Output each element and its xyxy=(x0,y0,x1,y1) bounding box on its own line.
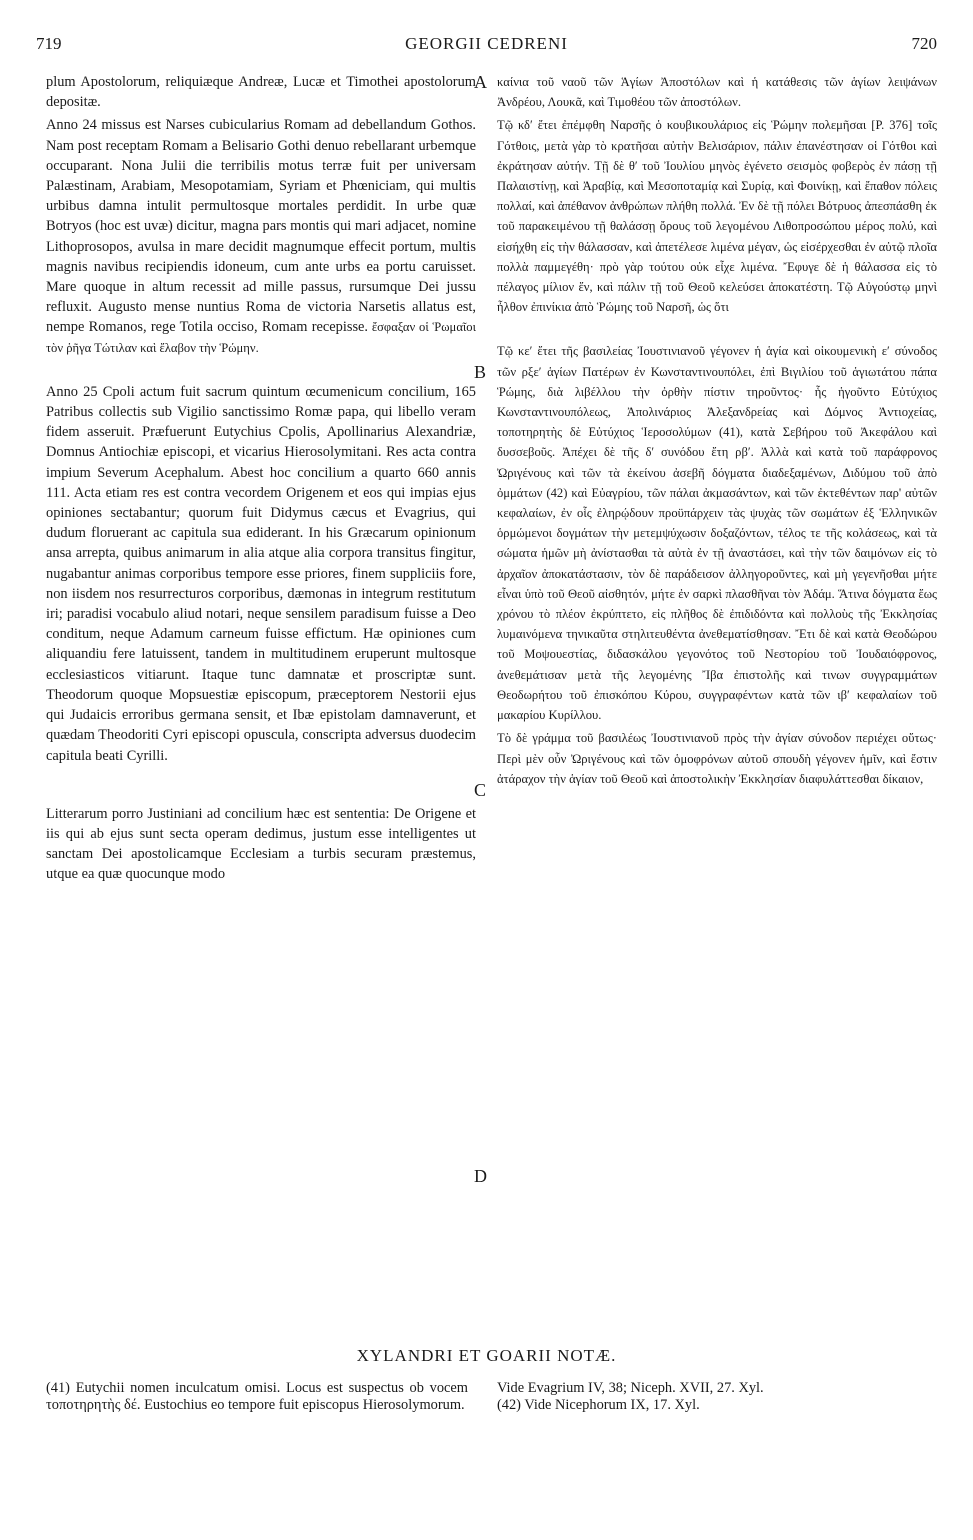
greek-paragraph: Τῷ κδʹ ἔτει ἐπέμφθη Ναρσῆς ὁ κουβικουλάριος εἰς Ῥώμην πολεμῆσαι [P. 376] τοῖς Γότθοις, μετὰ γὰρ τὸ κρατῆσαι αὐτὴν Βελισάριον, πάλιν ἐπανέστησαν οἱ Γότθοι καὶ ἐκράτησαν αὐτήν. Τῇ δὲ θʹ τοῦ Ἰουλίου μηνὸς ἐγένετο σεισμὸς φοβερὸς ἐν πάσῃ τῇ Παλαιστίνῃ, καὶ Ἀραβίᾳ, καὶ Μεσοποταμίᾳ καὶ Συρίᾳ, καὶ Φοινίκῃ, καὶ ἔπαθον πόλεις πολλαί, καὶ ἀπέθανον ἀνθρώπων πλήθη πολλά. Ἐν δὲ τῇ πόλει Βότρυος ἀπεσπάσθη ἐκ τοῦ παρακειμένου τῇ θαλάσσῃ ὄρους τοῦ λεγομένου Λιθοπροσώπου μέρος πολύ, καὶ εἰσήχθη εἰς τὴν θάλασσαν, καὶ ἀπετέλεσε λιμένα μέγαν, ὡς εἰσέρχεσθαι ἐν αὐτῷ πλοῖα πολλὰ παμμεγέθη· πρὸ γὰρ τούτου οὐκ εἶχε λιμένα. Ἔφυγε δὲ ἡ θάλασσα εἰς τὸ πέλαγος μίλιον ἕν, καὶ πάλιν τῇ τοῦ Θεοῦ κελεύσει ἀποκατέστη. Τῷ Αὐγούστῳ μηνὶ ἦλθον ἐπινίκια ἀπὸ Ῥώμης τοῦ Ναρσῆ, ὡς ὅτι xyxy=(497,118,937,315)
margin-marker-a: A xyxy=(474,72,487,92)
latin-column xyxy=(46,72,476,885)
notes-right-column xyxy=(497,1380,937,1414)
greek-paragraph: Τῷ κεʹ ἔτει τῆς βασιλείας Ἰουστινιανοῦ γέγονεν ἡ ἁγία καὶ οἰκουμενικὴ εʹ σύνοδος τῶν ρξεʹ ἁγίων Πατέρων ἐν Κωνσταντινουπόλει, ἐπὶ Βιγιλίου τοῦ ἁγιωτάτου πάπα Ῥώμης, διὰ λιβέλλου τὴν ὀρθὴν πίστιν τηροῦντος· ἧς ἡγοῦντο Εὐτύχιος Κωνσταντινουπόλεως, Ἀπολινάριος Ἀλεξανδρείας καὶ Δόμνος Ἀντιοχείας, τοποτηρητὴς δὲ Εὐτύχιος Ἱεροσολύμων (41), κατὰ Σεβήρου τοῦ Ἀκεφάλου καὶ δυσσεβοῦς. Ἀπέχει δὲ τῆς δʹ συνόδου ἔτη ρβʹ. Ἀλλὰ καὶ κατὰ τοῦ παράφρονος Ὠριγένους καὶ τῶν τὰ ἐκείνου ἀσεβῆ δόγματα διαδεξαμένων, Διδύμου τοῦ ἀπὸ ὀμμάτων (42) καὶ Εὐαγρίου, τῶν πάλαι ἀκμασάντων, καὶ τῶν ἐκτεθέντων παρ' αὐτῶν κεφαλαίων, ἐν οἷς ἐληρῴδουν προϋπάρχειν τὰς ψυχὰς τῶν σωμάτων ἐξ Ἑλληνικῶν ὁρμώμενοι δογμάτων τὴν μετεμψύχωσιν δοξαζόντων, τέλος τε τῆς κολάσεως, καὶ τὰ σώματα ἡμῶν μὴ ἀνίστασθαι τὰ αὐτὰ ἐν τῇ ἀναστάσει, καὶ τὴν τῶν δαιμόνων εἰς τὸ ἀρχαῖον ἀποκατάστασιν, τὸν δὲ παράδεισον ἀλληγοροῦντες, καὶ μὴ γεγενῆσθαι μήτε εἶναι ὑπὸ τοῦ Θεοῦ αἰσθητόν, μήτε ἐν σαρκὶ πλασθῆναι τὸν Ἀδάμ. Ἅτινα δόγματα ἕως χρόνου τὸ πλέον ἐκρύπτετο, εἰς πλῆθος δὲ ἐπιδιδόντα καὶ πολλοὺς τῆς Ἐκκλησίας λυμαινόμενα τηνικαῦτα στηλιτευθέντα ἀνεθεματίσθησαν. Ἔτι δὲ καὶ κατὰ Θεοδώρου τοῦ Μοψουεστίας, διδασκάλου γεγονότος τοῦ Νεστορίου τοῦ Ἰουδαιόφρονος, ἀνεθεμάτισαν μετὰ τῆς λεγομένης Ἴβα ἐπιστολῆς καὶ τινων συγγραμμάτων Θεοδωρήτου τοῦ ἐπισκόπου Κύρου, συγγραφέντων κατὰ τῶν ιβʹ κεφαλαίων τοῦ μακαρίου Κυρίλλου. xyxy=(497,344,937,723)
notes-left-column xyxy=(46,1380,468,1414)
greek-column xyxy=(497,72,937,789)
latin-paragraph: plum Apostolorum, reliquiæque Andreæ, Lucæ et Timothei apostolorum depositæ. xyxy=(46,74,476,111)
footnote-42: (42) Vide Nicephorum IX, 17. Xyl. xyxy=(497,1397,700,1413)
greek-paragraph: Τὸ δὲ γράμμα τοῦ βασιλέως Ἰουστινιανοῦ πρὸς τὴν ἁγίαν σύνοδον περιέχει οὕτως· Περὶ μὲν οὖν Ὠριγένους καὶ τῶν ὁμοφρόνων αὐτοῦ σπουδὴ γέγονεν ἡμῖν, καὶ ἔστιν ἀτάραχον τὴν ἁγίαν τοῦ Θεοῦ καὶ ἀποστολικὴν Ἐκκλησίαν διαφυλάττεσθαι δίκαιον, xyxy=(497,731,937,786)
greek-paragraph: καίνια τοῦ ναοῦ τῶν Ἁγίων Ἀποστόλων καὶ ἡ κατάθεσις τῶν ἁγίων λειψάνων Ἀνδρέου, Λουκᾶ, καὶ Τιμοθέου τῶν ἀποστόλων. xyxy=(497,75,937,110)
page-header xyxy=(36,34,937,64)
latin-paragraph: Litterarum porro Justiniani ad concilium hæc est sententia: De Origene et iis qui ab ejus sunt secta operam dedimus, justum esse intelligentes ut sanctam Dei apostolicamque Ecclesiam a turbis securam præstemus, utque ea quæ quocunque modo xyxy=(46,805,476,883)
footnote-41: (41) Eutychii nomen inculcatum omisi. Locus est suspectus ob vocem τοποτηρητὴς δέ. Eustochius eo tempore fuit episcopus Hierosolymorum. xyxy=(46,1380,468,1413)
latin-paragraph: Anno 25 Cpoli actum fuit sacrum quintum œcumenicum concilium, 165 Patribus collectis sub Vigilio sanctissimo Romæ papa, qui libello veram fidem asseruit. Præfuerunt Eutychius Cpolis, Apollinarius Alexandriæ, Domnus Antiochiæ episcopi, et vicarius Hierosolymitani. Res acta contra impium Severum Acephalum. Abest hoc concilium a quarto 660 annis 111. Acta etiam res est contra vecordem Origenem et eos qui impias ejus opiniones sectabantur; quorum fuit Didymus cæcus et Evagrius, qui dudum floruerant ac capitula sua ediderant. In his Græcarum opinionum ansa arrepta, quibus animarum in alia atque alia corpora transitus fingitur, nugabantur animas corporibus tempore esse priores, finem suppliciis fore, non iisdem nos resurrecturos corporibus, dæmonas in integrum restitutum iri; paradisi vocabulo aliud notari, neque sensilem paradisum fuisse a Deo conditum, neque Adamum carneum fuisse effictum. Hæ opiniones cum aliquandiu fere latuissent, tandem in multitudinem eruperunt multosque ecclesiasticos vitiarunt. Itaque tunc damnatæ et proscriptæ sunt. Theodorum quoque Mopsuestiæ episcopum, præceptorem Nestorii ejus qui Judaicis erroribus germana sensit, et Ibæ epistolam damnaverunt, et quædam Theodoriti Cyri episcopi opuscula, conscripta adversus duodecim capitula beati Cyrilli. xyxy=(46,383,476,764)
notes-title: XYLANDRI ET GOARII NOTÆ. xyxy=(356,1346,617,1365)
page-number-left: 719 xyxy=(36,34,62,53)
page-number-right: 720 xyxy=(911,34,937,53)
margin-marker-d: D xyxy=(474,1166,487,1186)
latin-paragraph: Anno 24 missus est Narses cubicularius Romam ad debellandum Gothos. Nam post receptam Romam a Belisario Gothi denuo rebellarant urbemque occuparant. Nona Julii die terribilis motus terræ fuit per universam Palæstinam, Arabiam, Mesopotamiam, Syriam et Phœniciam, qui multis urbibus damna intulit permultosque mortales perdidit. In urbe quæ Botryos (hoc est uvæ) dicitur, magna pars montis qui mari adjacet, nomine Lithoprosopos, avulsa in mare decidit magnumque effecit portum, multis magnis navibus recipiendis idoneum, cum ante urbs ea portu caruisset. Mare quoque in altum recessit ad mille passus, rursumque Dei jussu refluxit. Augusto mense nuntius Roma de victoria Narsetis allatus est, nempe Romanos, rege Totila occiso, Romam recepisse. ἔσφαξαν οἱ Ῥωμαῖοι τὸν ῥῆγα Τώτιλαν καὶ ἔλαβον τὴν Ῥώμην. xyxy=(46,117,476,355)
footnote-41-reference: Vide Evagrium IV, 38; Niceph. XVII, 27. Xyl. xyxy=(497,1380,764,1396)
greek-crossline-inline: ἔσφαξαν οἱ Ῥωμαῖοι τὸν ῥῆγα Τώτιλαν καὶ ἔλαβον τὴν Ῥώμην. xyxy=(46,320,476,355)
margin-marker-b: B xyxy=(474,362,487,382)
margin-marker-c: C xyxy=(474,780,487,800)
running-title: GEORGII CEDRENI xyxy=(405,34,568,53)
